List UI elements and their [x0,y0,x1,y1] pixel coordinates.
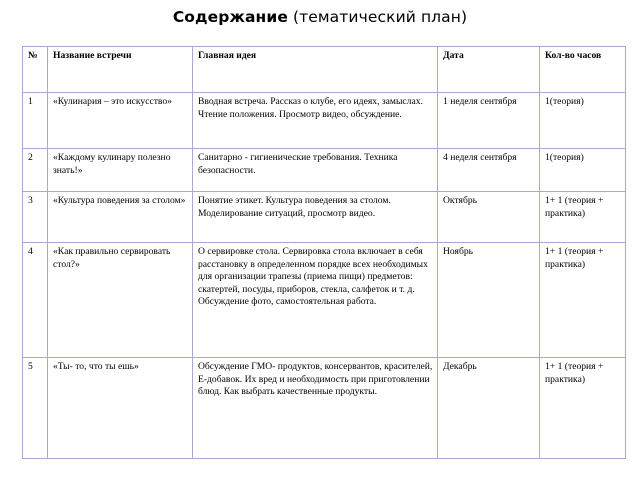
cell-main-idea: Санитарно - гигиенические требования. Техника безопасности. [193,149,438,192]
cell-hours: 1+ 1 (теория + практика) [540,358,626,459]
cell-number: 3 [23,192,48,243]
table-header-row [23,47,626,93]
cell-main-idea: Понятие этикет. Культура поведения за столом. Моделирование ситуаций, просмотр видео. [193,192,438,243]
cell-number: 4 [23,243,48,358]
cell-date: Декабрь [438,358,540,459]
cell-date: 1 неделя сентября [438,93,540,149]
thematic-plan-table [22,46,626,459]
cell-number: 2 [23,149,48,192]
cell-number: 1 [23,93,48,149]
table-row [23,149,626,192]
cell-meeting-name: «Как правильно сервировать стол?» [48,243,193,358]
table-row [23,93,626,149]
cell-number: 5 [23,358,48,459]
column-header-hours: Кол-во часов [540,47,626,93]
cell-main-idea: Вводная встреча. Рассказ о клубе, его идеях, замыслах. Чтение положения. Просмотр видео, обсуждение. [193,93,438,149]
column-header-main-idea: Главная идея [193,47,438,93]
thematic-plan-table-container [22,46,625,459]
column-header-meeting-name: Название встречи [48,47,193,93]
page-title [0,8,640,27]
cell-hours: 1+ 1 (теория + практика) [540,243,626,358]
cell-date: Октябрь [438,192,540,243]
cell-hours: 1(теория) [540,93,626,149]
column-header-date: Дата [438,47,540,93]
page-title-main: Содержание [172,8,288,26]
cell-main-idea: Обсуждение ГМО- продуктов, консервантов, красителей, Е-добавок. Их вред и необходимость при приготовлении блюд. Как выбрать качественные продукты. [193,358,438,459]
cell-date: 4 неделя сентября [438,149,540,192]
table-row [23,192,626,243]
table-row [23,243,626,358]
page-title-subtitle: (тематический план) [287,8,468,26]
cell-meeting-name: «Каждому кулинару полезно знать!» [48,149,193,192]
cell-meeting-name: «Культура поведения за столом» [48,192,193,243]
table-row [23,358,626,459]
cell-hours: 1+ 1 (теория + практика) [540,192,626,243]
column-header-number: № [23,47,48,93]
cell-main-idea: О сервировке стола. Сервировка стола включает в себя расстановку в определенном порядке всех необходимых для организации трапезы (приема пищи) предметов: скатертей, посуды, приборов, стекла, салфеток и т. д. Обсуждение фото, самостоятельная работа. [193,243,438,358]
cell-date: Ноябрь [438,243,540,358]
cell-meeting-name: «Ты- то, что ты ешь» [48,358,193,459]
cell-meeting-name: «Кулинария – это искусство» [48,93,193,149]
cell-hours: 1(теория) [540,149,626,192]
